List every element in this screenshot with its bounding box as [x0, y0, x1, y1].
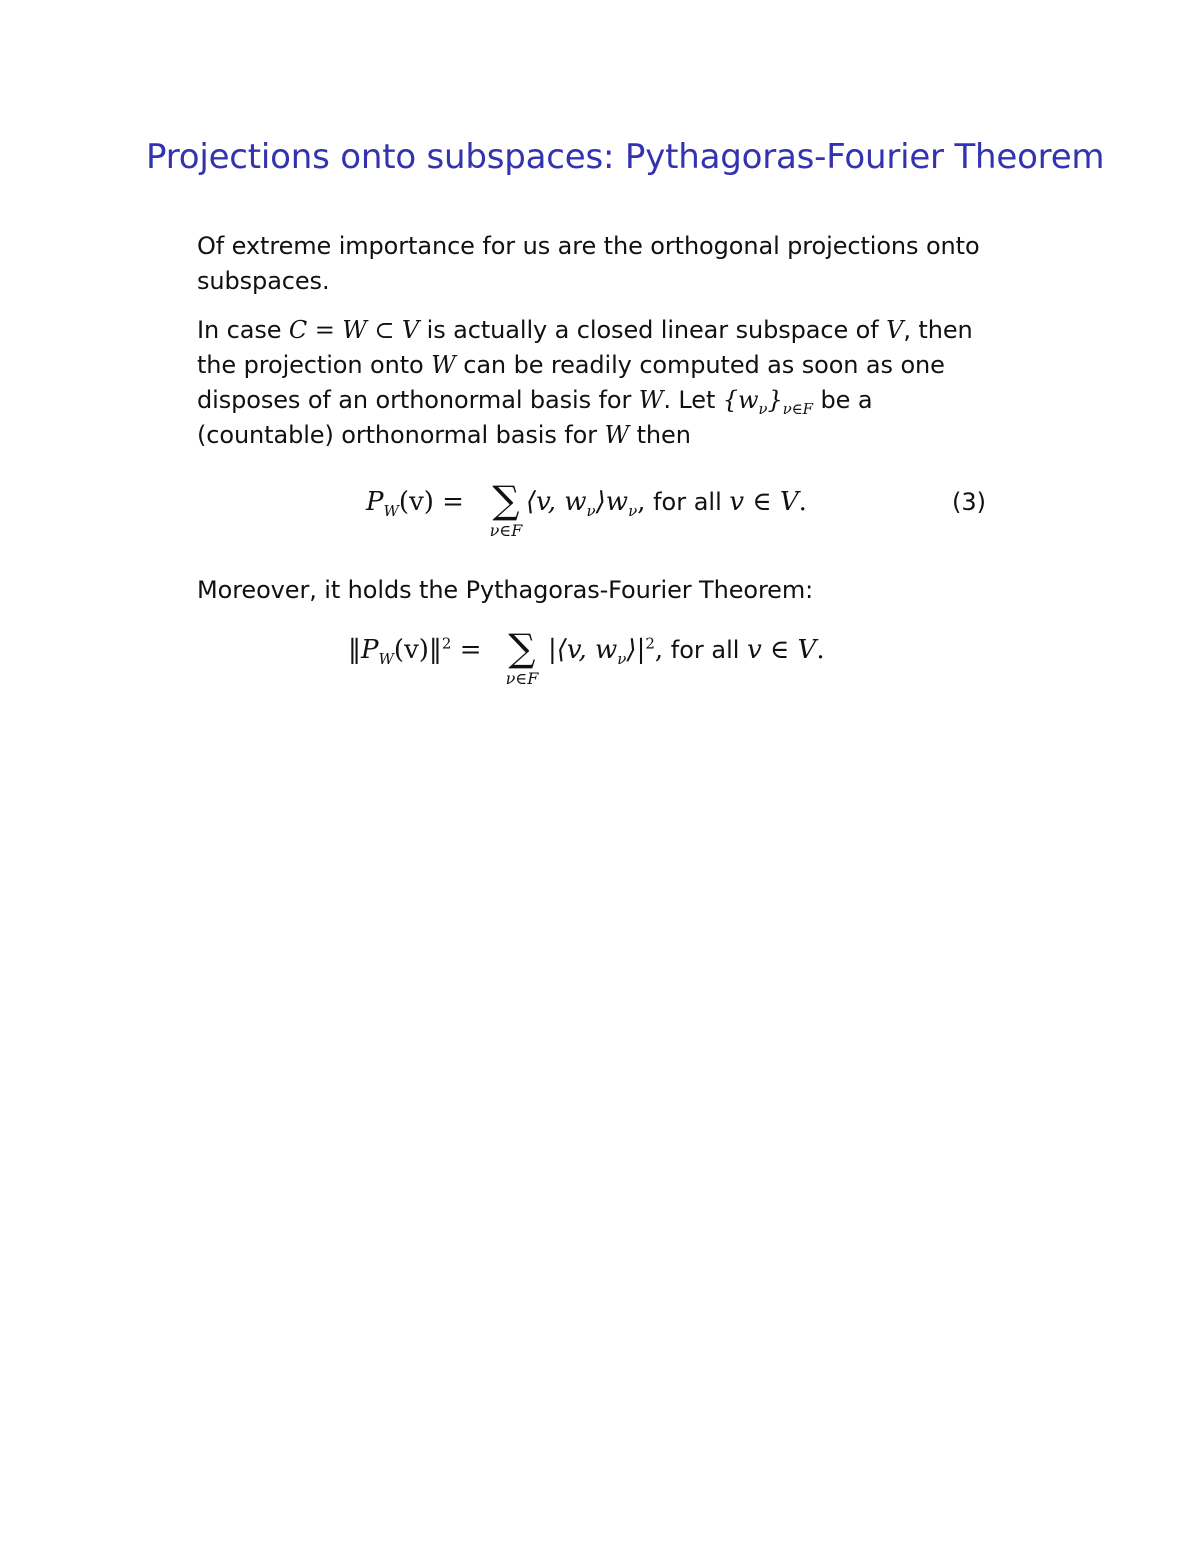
intro-text: Of extreme importance for us are the orthogonal projections onto subspaces.	[197, 232, 980, 295]
pythagoras-fourier-equation	[348, 626, 868, 712]
summation	[500, 626, 544, 688]
projection-equation	[366, 478, 986, 564]
math-basis: $\{w_\nu\}_{\nu\in F}$	[722, 386, 813, 418]
subspace-text: In case C = W ⊂ V is actually a closed linear subspace of V, then the projection onto W can be readily computed as soon as one disposes of an orthonormal basis for W. Let $\{w_\nu\}_{\nu\in F}$ be a (countable) orthonormal basis for W then	[197, 316, 973, 449]
summation	[484, 478, 528, 540]
slide-title: Projections onto subspaces: Pythagoras-Fourier Theorem	[146, 137, 1105, 177]
equation-rhs: ⟨v, $w_\nu⟩w_\nu$, for all v ∈ V.	[526, 487, 807, 521]
equation-rhs: |⟨v, $w_\nu⟩|^2$, for all v ∈ V.	[548, 634, 825, 669]
subspace-paragraph	[197, 313, 997, 453]
sum-sign: ∑	[492, 478, 520, 522]
sum-index: ν∈F	[489, 521, 523, 540]
theorem-text: Moreover, it holds the Pythagoras-Fourier Theorem:	[197, 576, 814, 604]
equation-number: (3)	[952, 488, 986, 516]
sum-index: ν∈F	[505, 669, 539, 688]
math-inline: W	[604, 421, 630, 449]
theorem-paragraph	[197, 573, 997, 608]
equation-lhs: $P_W(v)$ =	[366, 487, 464, 521]
equation-lhs: $‖P_W(v)‖^2$ =	[348, 634, 482, 669]
intro-paragraph	[197, 229, 997, 299]
math-inline: V	[886, 316, 904, 344]
math-inline: C = W ⊂ V	[288, 316, 420, 344]
math-inline: W	[431, 351, 456, 379]
sum-sign: ∑	[508, 626, 536, 670]
math-inline: W	[638, 386, 664, 414]
